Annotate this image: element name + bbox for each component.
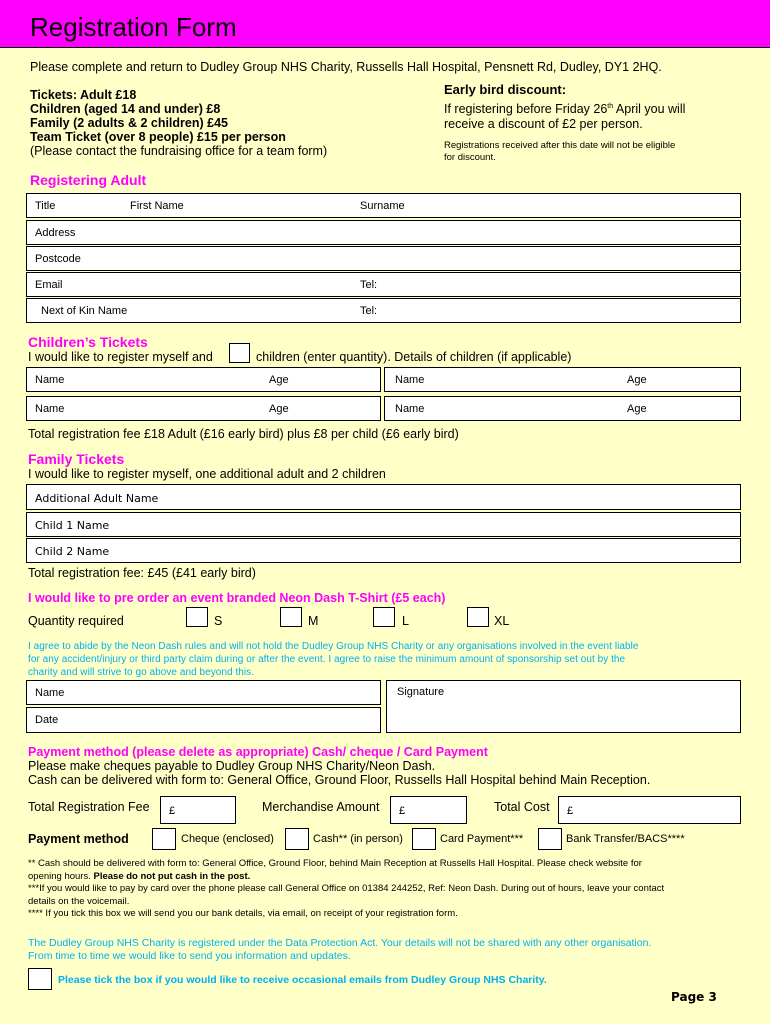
kin-label: Next of Kin Name bbox=[41, 305, 128, 317]
ticket-family: Family (2 adults & 2 children) £45 bbox=[30, 116, 228, 130]
currency-symbol: £ bbox=[399, 805, 406, 817]
early-bird-note bbox=[444, 140, 744, 164]
postcode-field[interactable] bbox=[26, 246, 741, 271]
merch-field[interactable] bbox=[390, 796, 467, 824]
tshirt-xl-label: XL bbox=[494, 614, 510, 628]
payment-notes bbox=[28, 858, 743, 921]
tshirt-s-box[interactable] bbox=[186, 607, 208, 627]
tshirt-l-label: L bbox=[402, 614, 409, 628]
currency-symbol: £ bbox=[169, 805, 176, 817]
cheque-label: Cheque (enclosed) bbox=[181, 833, 274, 845]
merch-label: Merchandise Amount bbox=[262, 800, 380, 814]
cash-label: Cash** (in person) bbox=[313, 833, 403, 845]
next-of-kin-row[interactable] bbox=[26, 298, 741, 323]
email-optin-label: Please tick the box if you would like to receive occasional emails from Dudley Group NHS Charity. bbox=[58, 974, 547, 986]
child-age-label: Age bbox=[269, 374, 289, 386]
tel-label: Tel: bbox=[360, 279, 378, 291]
child2-label: Child 2 Name bbox=[35, 545, 110, 558]
surname-label: Surname bbox=[360, 200, 405, 212]
early-bird-title: Early bird discount: bbox=[444, 82, 567, 97]
total-cost-label: Total Cost bbox=[494, 800, 550, 814]
date-field[interactable] bbox=[26, 707, 381, 733]
address-field[interactable] bbox=[26, 220, 741, 245]
early-bird-note-1: Registrations received after this date will not be eligible bbox=[444, 140, 676, 152]
currency-symbol: £ bbox=[567, 805, 574, 817]
early-bird-sup: th bbox=[607, 103, 614, 110]
page-number: Page 3 bbox=[671, 990, 717, 1004]
agree-name-field[interactable] bbox=[26, 680, 381, 705]
child-row-2-left[interactable] bbox=[26, 396, 381, 421]
title-bar bbox=[0, 0, 770, 48]
bank-checkbox[interactable] bbox=[538, 828, 562, 850]
ticket-adult: Tickets: Adult £18 bbox=[30, 88, 137, 102]
child-age-label: Age bbox=[627, 403, 647, 415]
child-age-label: Age bbox=[269, 403, 289, 415]
title-label: Title bbox=[35, 200, 56, 212]
early-bird-text-a: If registering before Friday 26 bbox=[444, 102, 608, 117]
kin-tel-label: Tel: bbox=[360, 305, 378, 317]
bank-label: Bank Transfer/BACS**** bbox=[566, 833, 685, 845]
early-bird-note-2: for discount. bbox=[444, 152, 496, 164]
child2-field[interactable] bbox=[26, 538, 741, 563]
tshirt-l-box[interactable] bbox=[373, 607, 395, 627]
note-1c: Please do not put cash in the post. bbox=[93, 870, 251, 882]
privacy-line-1: The Dudley Group NHS Charity is registered under the Data Protection Act. Your details will not be shared with any other organisation. bbox=[28, 937, 652, 949]
child-name-label: Name bbox=[395, 374, 425, 386]
total-cost-field[interactable] bbox=[558, 796, 741, 824]
childrens-tickets-heading: Children’s Tickets bbox=[28, 334, 148, 350]
child-name-label: Name bbox=[35, 374, 65, 386]
ticket-prices bbox=[30, 88, 327, 158]
privacy-text bbox=[28, 937, 743, 963]
additional-adult-field[interactable] bbox=[26, 484, 741, 510]
cash-checkbox[interactable] bbox=[285, 828, 309, 850]
children-register-text-b: children (enter quantity). Details of children (if applicable) bbox=[256, 350, 572, 364]
early-bird-panel bbox=[444, 82, 744, 164]
tshirt-xl-box[interactable] bbox=[467, 607, 489, 627]
tshirt-qty-label: Quantity required bbox=[28, 614, 124, 628]
children-total-text: Total registration fee £18 Adult (£16 early bird) plus £8 per child (£6 early bird) bbox=[28, 427, 459, 441]
children-register-text-a: I would like to register myself and bbox=[28, 350, 213, 364]
privacy-line-2: From time to time we would like to send you information and updates. bbox=[28, 950, 351, 962]
payment-line-2: Cash can be delivered with form to: General Office, Ground Floor, Russells Hall Hospital behind Main Reception. bbox=[28, 773, 651, 787]
note-2a: ***If you would like to pay by card over the phone please call General Office on 01384 244252, Ref: Neon Dash. During out of hours, leave your contact bbox=[28, 883, 665, 894]
payment-method-label: Payment method bbox=[28, 832, 129, 846]
child1-label: Child 1 Name bbox=[35, 519, 110, 532]
email-label: Email bbox=[35, 279, 63, 291]
tshirt-s-label: S bbox=[214, 614, 223, 628]
note-3: **** If you tick this box we will send you our bank details, via email, on receipt of your registration form. bbox=[28, 908, 458, 919]
early-bird-text-b: April you will bbox=[613, 102, 686, 117]
cheque-checkbox[interactable] bbox=[152, 828, 176, 850]
ticket-team-note: (Please contact the fundraising office for a team form) bbox=[30, 144, 328, 158]
tshirt-m-label: M bbox=[308, 614, 319, 628]
note-1b: opening hours. bbox=[28, 870, 94, 882]
additional-adult-label: Additional Adult Name bbox=[35, 492, 159, 505]
payment-instructions bbox=[28, 759, 650, 787]
tshirt-m-box[interactable] bbox=[280, 607, 302, 627]
child-row-1-left[interactable] bbox=[26, 367, 381, 392]
address-label: Address bbox=[35, 227, 76, 239]
child-row-2-right[interactable] bbox=[384, 396, 741, 421]
agree-name-label: Name bbox=[35, 687, 65, 699]
child-row-1-right[interactable] bbox=[384, 367, 741, 392]
intro-text: Please complete and return to Dudley Group NHS Charity, Russells Hall Hospital, Pensnett Rd, Dudley, DY1 2HQ. bbox=[30, 60, 662, 74]
ticket-children: Children (aged 14 and under) £8 bbox=[30, 102, 221, 116]
date-label: Date bbox=[35, 714, 59, 726]
agreement-line-2: for any accident/injury or third party claim during or after the event. I agree to raise the minimum amount of sponsorship set out by the bbox=[28, 654, 626, 665]
child1-field[interactable] bbox=[26, 512, 741, 537]
signature-field[interactable] bbox=[386, 680, 741, 733]
family-text: I would like to register myself, one additional adult and 2 children bbox=[28, 467, 386, 481]
card-checkbox[interactable] bbox=[412, 828, 436, 850]
note-2b: details on the voicemail. bbox=[28, 895, 130, 907]
card-label: Card Payment*** bbox=[440, 833, 524, 845]
payment-heading: Payment method (please delete as appropriate) Cash/ cheque / Card Payment bbox=[28, 745, 488, 759]
agreement-text bbox=[28, 640, 743, 679]
note-1a: ** Cash should be delivered with form to: General Office, Ground Floor, behind Main Reception at Russells Hall Hospital. Please check website for bbox=[28, 858, 642, 869]
child-age-label: Age bbox=[627, 374, 647, 386]
page-title: Registration Form bbox=[30, 12, 237, 42]
family-tickets-heading: Family Tickets bbox=[28, 451, 125, 467]
registering-adult-heading: Registering Adult bbox=[30, 172, 147, 188]
signature-label: Signature bbox=[397, 686, 445, 698]
email-optin-checkbox[interactable] bbox=[28, 968, 52, 990]
tshirt-heading: I would like to pre order an event branded Neon Dash T-Shirt (£5 each) bbox=[28, 591, 446, 605]
early-bird-text-c: receive a discount of £2 per person. bbox=[444, 117, 643, 132]
total-fee-label: Total Registration Fee bbox=[28, 800, 150, 814]
early-bird-text bbox=[444, 99, 744, 132]
name-row[interactable] bbox=[26, 193, 741, 218]
agreement-line-3: charity and will strive to go above and beyond this. bbox=[28, 667, 255, 678]
ticket-team: Team Ticket (over 8 people) £15 per person bbox=[30, 130, 286, 144]
total-fee-field[interactable] bbox=[160, 796, 236, 824]
postcode-label: Postcode bbox=[35, 253, 81, 265]
email-row[interactable] bbox=[26, 272, 741, 297]
first-name-label: First Name bbox=[130, 200, 184, 212]
children-quantity-box[interactable] bbox=[229, 343, 250, 363]
payment-line-1: Please make cheques payable to Dudley Group NHS Charity/Neon Dash. bbox=[28, 759, 436, 773]
family-total-text: Total registration fee: £45 (£41 early bird) bbox=[28, 566, 256, 580]
child-name-label: Name bbox=[35, 403, 65, 415]
agreement-line-1: I agree to abide by the Neon Dash rules and will not hold the Dudley Group NHS Charity or any organisations involved in the event liable bbox=[28, 641, 639, 652]
child-name-label: Name bbox=[395, 403, 425, 415]
